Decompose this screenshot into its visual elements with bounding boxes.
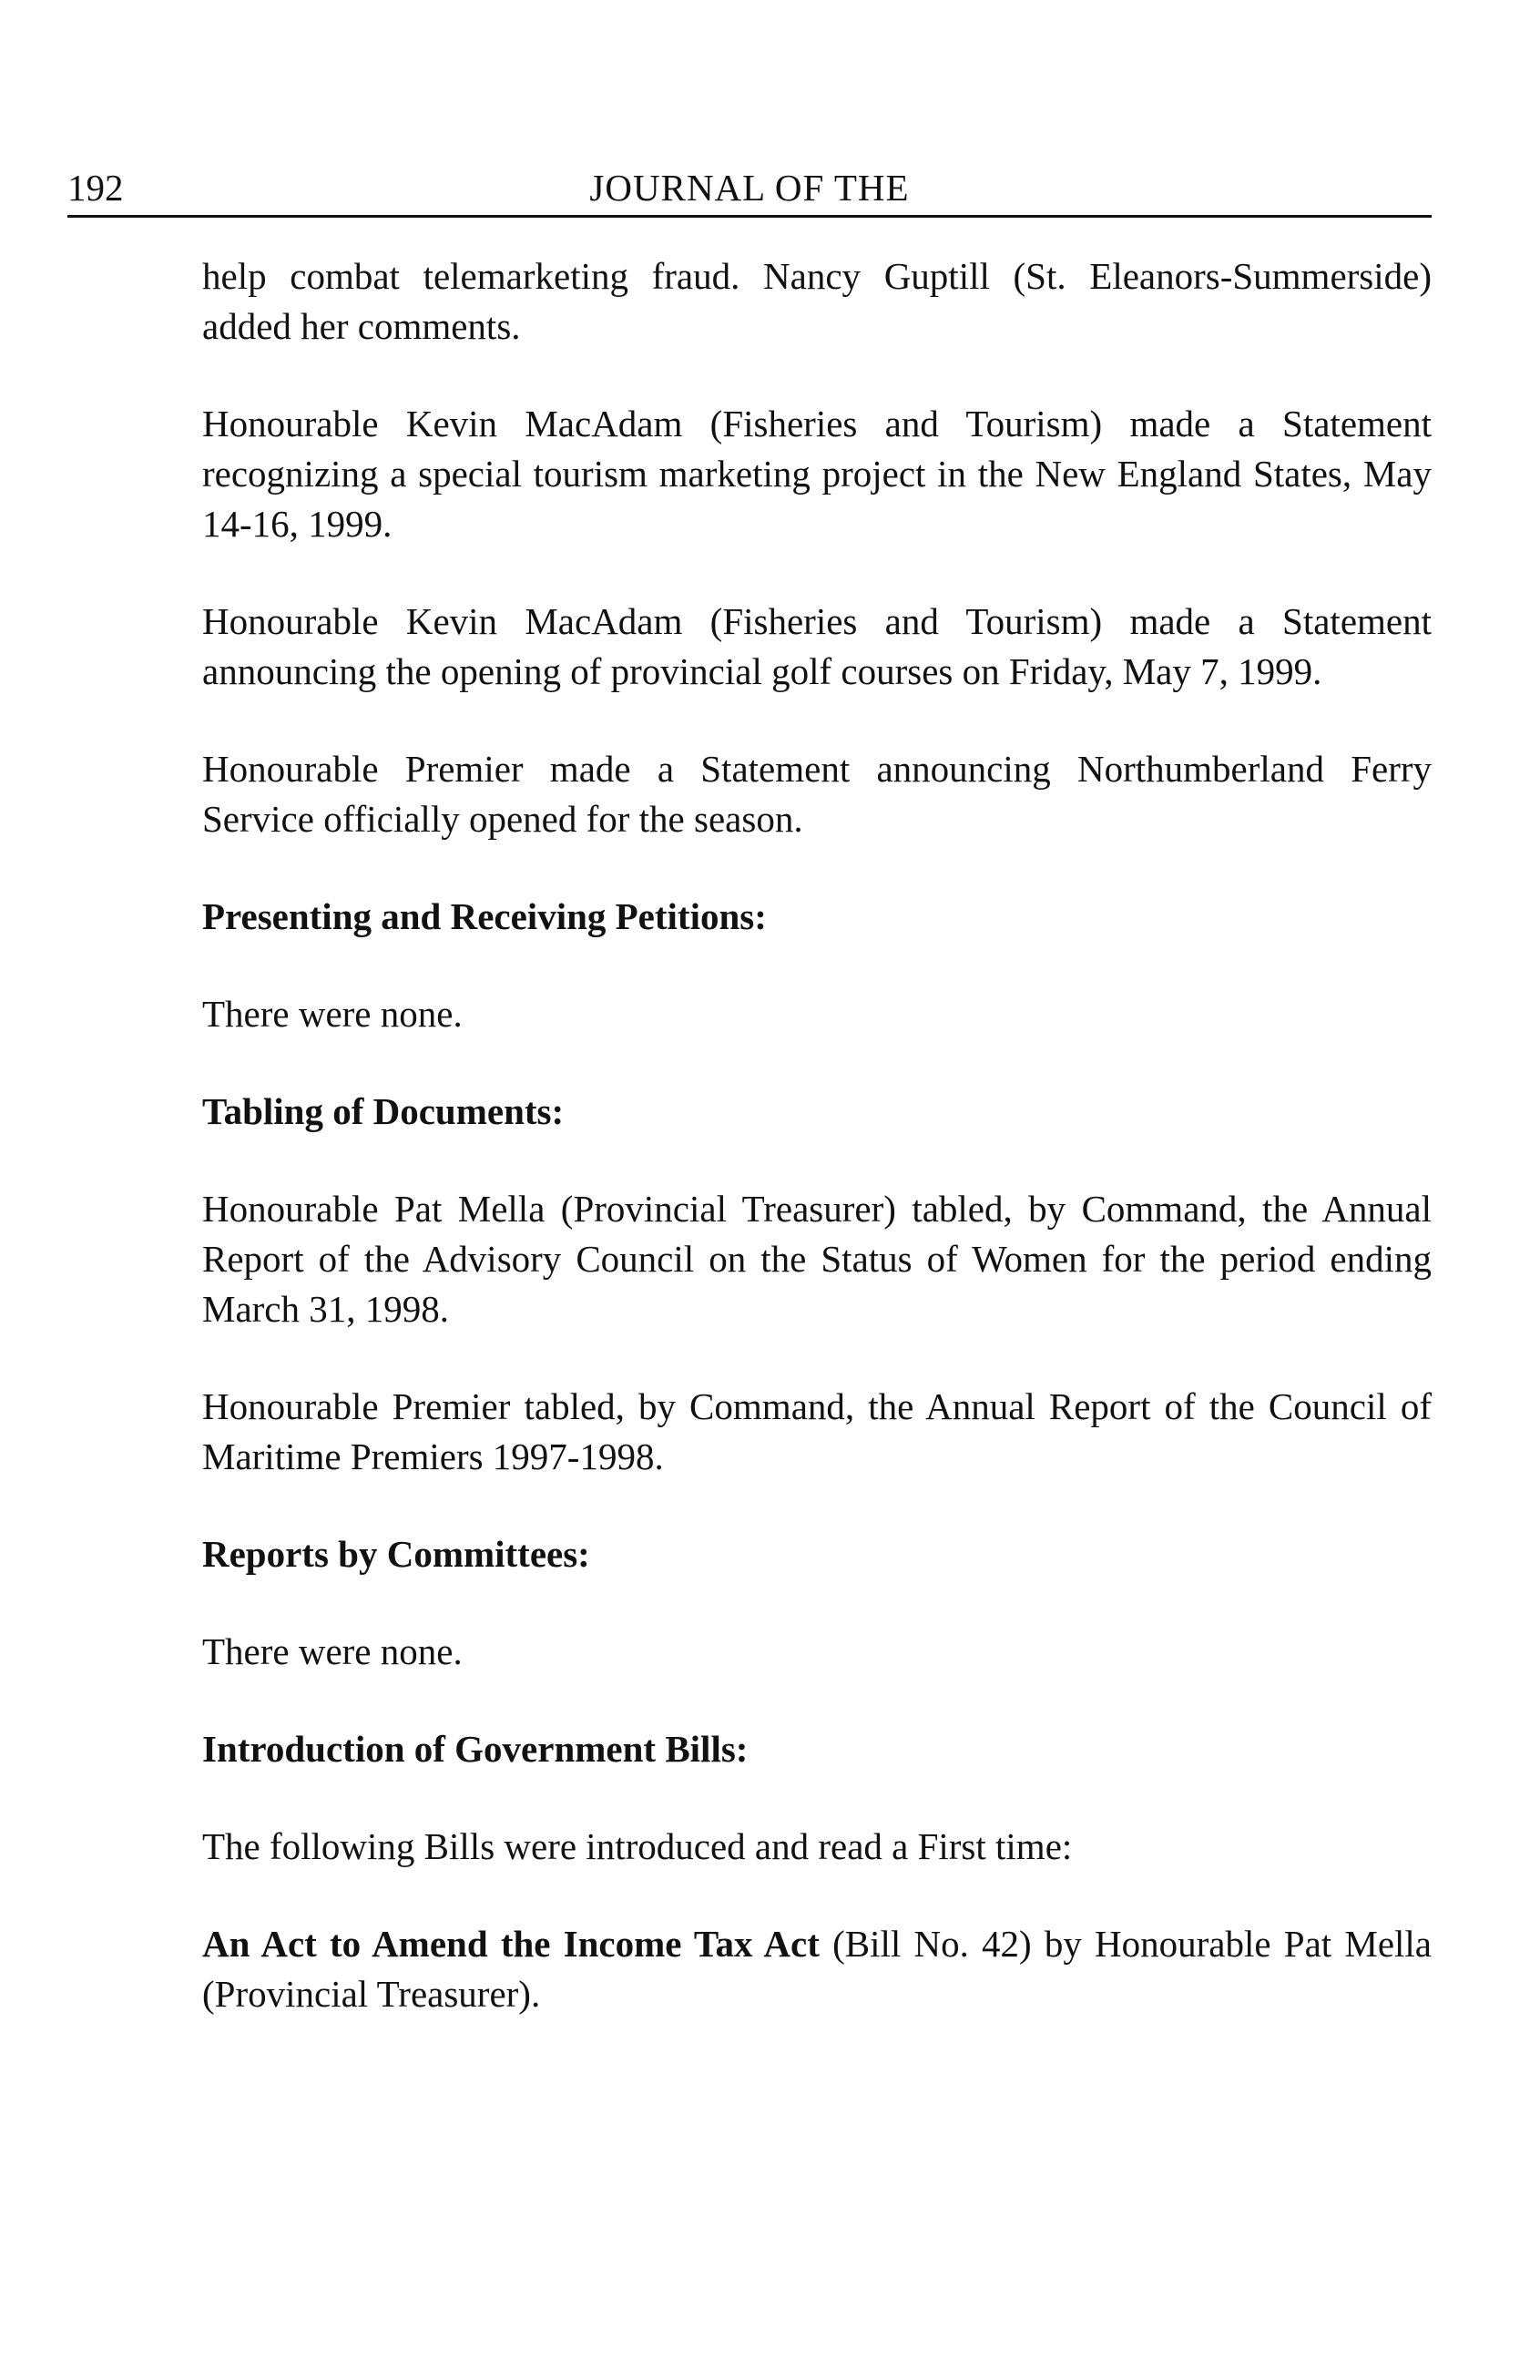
paragraph-advisory-council-report: Honourable Pat Mella (Provincial Treasurer) tabled, by Command, the Annual Report of the Advisory Council on the Status of Women for the period ending March 31, 1998. [202,1188,1432,1330]
bill-details: (Bill No. 42) by Honourable Pat Mella (Provincial Treasurer). [202,1923,1432,2015]
paragraph-committees-none: There were none. [202,1630,463,1672]
page-header [67,155,1432,218]
bill-title: An Act to Amend the Income Tax Act [202,1923,820,1965]
journal-body [202,251,1432,2067]
heading-tabling-documents: Tabling of Documents: [202,1090,565,1132]
paragraph-telemarketing: help combat telemarketing fraud. Nancy Guptill (St. Eleanors-Summerside) added her comments. [202,255,1432,347]
paragraph-bills-intro: The following Bills were introduced and read a First time: [202,1825,1073,1867]
paragraph-golf-courses: Honourable Kevin MacAdam (Fisheries and Tourism) made a Statement announcing the opening of provincial golf courses on Friday, May 7, 1999. [202,600,1432,692]
paragraph-maritime-premiers-report: Honourable Premier tabled, by Command, the Annual Report of the Council of Maritime Premiers 1997-1998. [202,1385,1432,1477]
heading-government-bills: Introduction of Government Bills: [202,1728,749,1770]
paragraph-tourism-marketing: Honourable Kevin MacAdam (Fisheries and Tourism) made a Statement recognizing a special tourism marketing project in the New England States, May 14-16, 1999. [202,403,1432,545]
paragraph-income-tax-bill [202,1919,1432,2019]
paragraph-ferry-service: Honourable Premier made a Statement announcing Northumberland Ferry Service officially opened for the season. [202,748,1432,840]
running-title: JOURNAL OF THE [589,167,910,209]
paragraph-petitions-none: There were none. [202,993,463,1035]
heading-petitions: Presenting and Receiving Petitions: [202,895,767,937]
heading-reports-committees: Reports by Committees: [202,1533,590,1575]
page-number: 192 [67,167,124,209]
